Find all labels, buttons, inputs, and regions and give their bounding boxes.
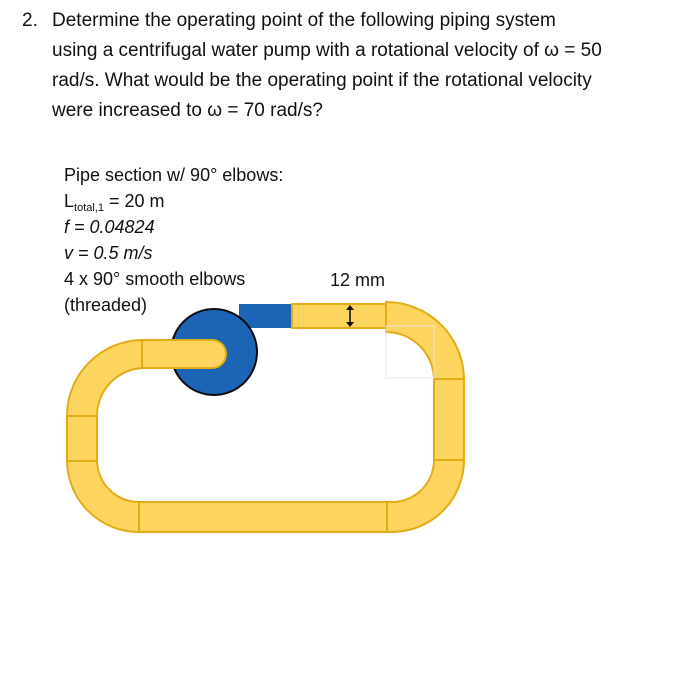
- diameter-label: 12 mm: [330, 270, 386, 290]
- pipe-bottom: [139, 502, 387, 532]
- pipe-pump-inlet: [142, 340, 226, 368]
- pipe-top: [292, 304, 386, 328]
- problem-number: 2.: [22, 10, 38, 31]
- pipe-right: [434, 379, 464, 461]
- pipe-left: [67, 415, 97, 461]
- elbow-top-left: [67, 340, 143, 416]
- spec-velocity: v = 0.5 m/s: [64, 243, 153, 263]
- spec-heading: Pipe section w/ 90° elbows:: [64, 165, 284, 185]
- problem-line-4: were increased to ω = 70 rad/s?: [52, 100, 323, 121]
- problem-line-1: Determine the operating point of the following piping system: [52, 10, 556, 31]
- length-subscript: total,1: [74, 202, 104, 214]
- spec-elbows-note: (threaded): [64, 295, 148, 315]
- problem-line-3: rad/s. What would be the operating point if the rotational velocity: [52, 70, 592, 91]
- problem-line-2: using a centrifugal water pump with a rotational velocity of ω = 50: [52, 40, 602, 61]
- length-value: = 20 m: [103, 191, 165, 211]
- spec-friction: f = 0.04824: [64, 217, 155, 237]
- elbow-bottom-right: [386, 460, 464, 532]
- elbow-bottom-left: [67, 460, 139, 532]
- elbow-top-right: [386, 302, 464, 380]
- length-symbol: L: [64, 191, 75, 211]
- spec-elbows: 4 x 90° smooth elbows: [64, 269, 246, 289]
- pump-outlet-pipe: [240, 305, 293, 327]
